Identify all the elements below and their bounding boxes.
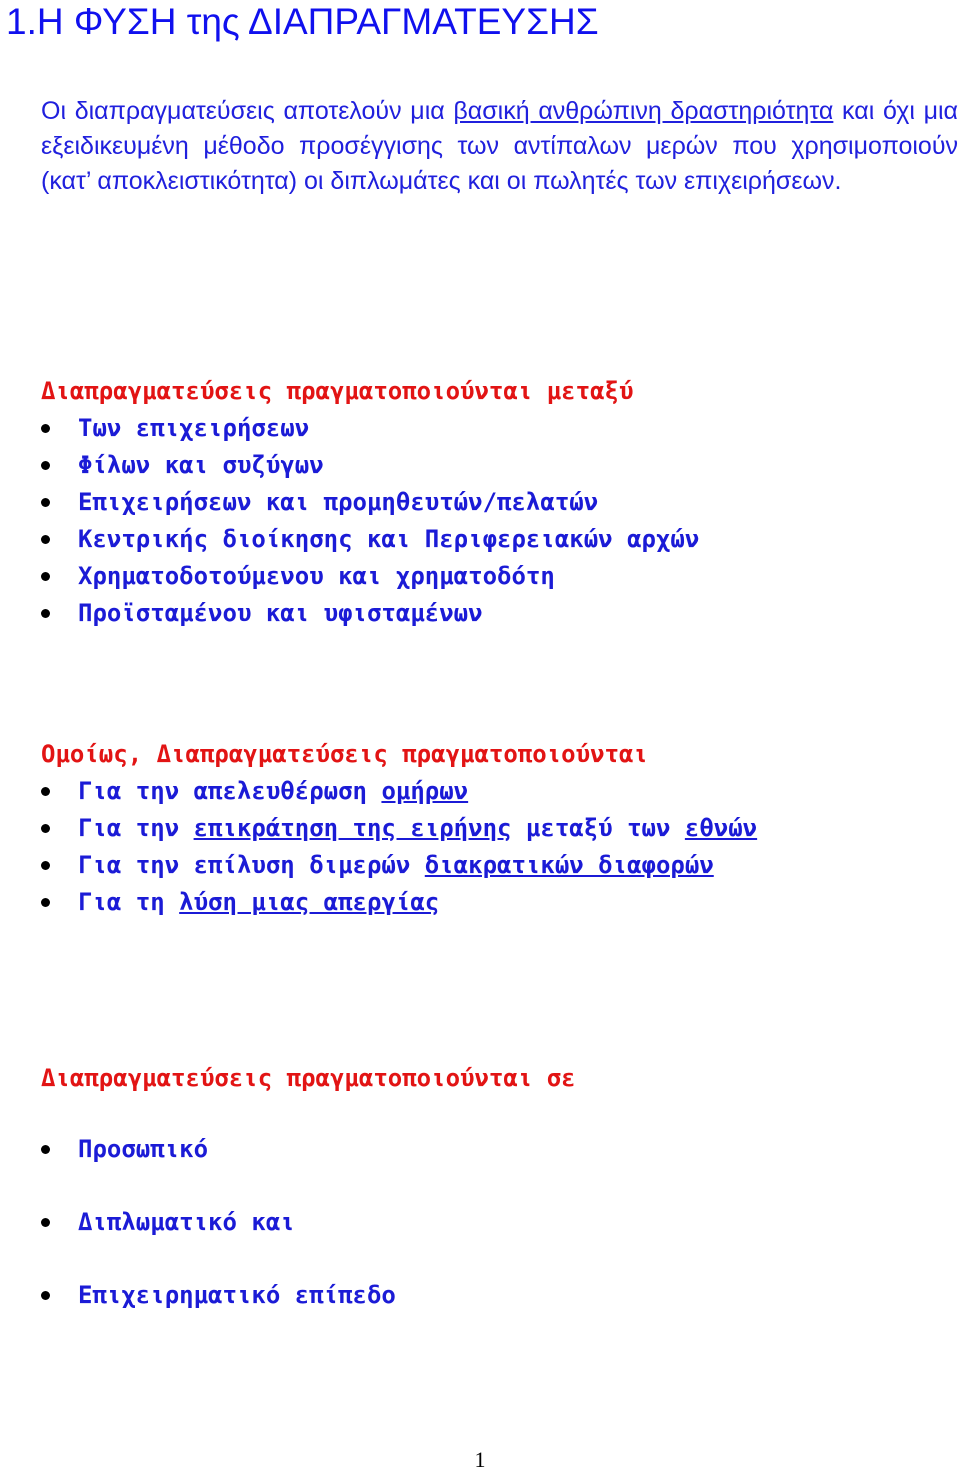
list-item-text: Διπλωματικό και — [78, 1208, 295, 1236]
list-item: Για την απελευθέρωση ομήρων — [41, 773, 757, 810]
list-item: Για την επίλυση διμερών διακρατικών διαφορών — [41, 847, 757, 884]
bullet-icon — [41, 898, 50, 907]
list-item-text: Φίλων και συζύγων — [78, 451, 324, 479]
section-also-list — [41, 773, 757, 921]
bullet-icon — [41, 535, 50, 544]
section-levels — [41, 1060, 576, 1350]
bullet-icon — [41, 1145, 50, 1154]
list-item — [41, 1131, 576, 1204]
bullet-icon — [41, 609, 50, 618]
bullet-icon — [41, 461, 50, 470]
page-number: 1 — [474, 1447, 486, 1472]
bullet-icon — [41, 824, 50, 833]
bullet-icon — [41, 1291, 50, 1300]
list-item — [41, 447, 699, 484]
section-also-heading: Ομοίως, Διαπραγματεύσεις πραγματοποιούνται — [41, 740, 648, 768]
underlined-term: εθνών — [684, 814, 758, 842]
list-item-text: Των επιχειρήσεων — [78, 414, 310, 442]
bullet-icon — [41, 787, 50, 796]
list-item — [41, 558, 699, 595]
list-item-text: Επιχειρήσεων και προμηθευτών/πελατών — [78, 488, 599, 516]
underlined-term: λύση μιας απεργίας — [179, 888, 440, 916]
list-item — [41, 521, 699, 558]
page-title: 1.Η ΦΥΣΗ της ΔΙΑΠΡΑΓΜΑΤΕΥΣΗΣ — [6, 1, 599, 42]
section-levels-list — [41, 1131, 576, 1350]
list-item — [41, 595, 699, 632]
list-item: Για την επικράτηση της ειρήνης μεταξύ των εθνών — [41, 810, 757, 847]
list-item — [41, 410, 699, 447]
intro-paragraph — [41, 94, 958, 199]
list-item-text: Επιχειρηματικό επίπεδο — [78, 1281, 396, 1309]
underlined-term: επικράτηση της ειρήνης — [193, 814, 512, 842]
list-item-text: Χρηματοδοτούμενου και χρηματοδότη — [78, 562, 555, 590]
bullet-icon — [41, 572, 50, 581]
intro-text-part1: Οι διαπραγματεύσεις αποτελούν μια — [41, 97, 454, 125]
underlined-term: ομήρων — [381, 777, 469, 805]
list-item-text: Προσωπικό — [78, 1135, 209, 1163]
list-item — [41, 1277, 576, 1350]
intro-underlined-phrase: βασική ανθρώπινη δραστηριότητα — [453, 97, 834, 125]
section-also — [41, 736, 757, 921]
bullet-icon — [41, 424, 50, 433]
bullet-icon — [41, 1218, 50, 1227]
intro-text-part2: και όχι μια εξειδικευμένη μέθοδο προσέγγισης των αντίπαλων μερών που χρησιμοποιούν (κατ’ αποκλειστικότητα) οι διπλωμάτες και οι πωλητές των επιχειρήσεων. — [41, 97, 958, 195]
section-levels-heading: Διαπραγματεύσεις πραγματοποιούνται σε — [41, 1064, 576, 1092]
bullet-icon — [41, 498, 50, 507]
underlined-term: διακρατικών διαφορών — [424, 851, 714, 879]
list-item-text: Κεντρικής διοίκησης και Περιφερειακών αρχών — [78, 525, 700, 553]
section-between-heading: Διαπραγματεύσεις πραγματοποιούνται μεταξύ — [41, 377, 634, 405]
section-between — [41, 373, 699, 632]
list-item-text: Προϊσταμένου και υφισταμένων — [78, 599, 483, 627]
bullet-icon — [41, 861, 50, 870]
section-between-list — [41, 410, 699, 632]
list-item — [41, 484, 699, 521]
list-item: Για τη λύση μιας απεργίας — [41, 884, 757, 921]
list-item — [41, 1204, 576, 1277]
